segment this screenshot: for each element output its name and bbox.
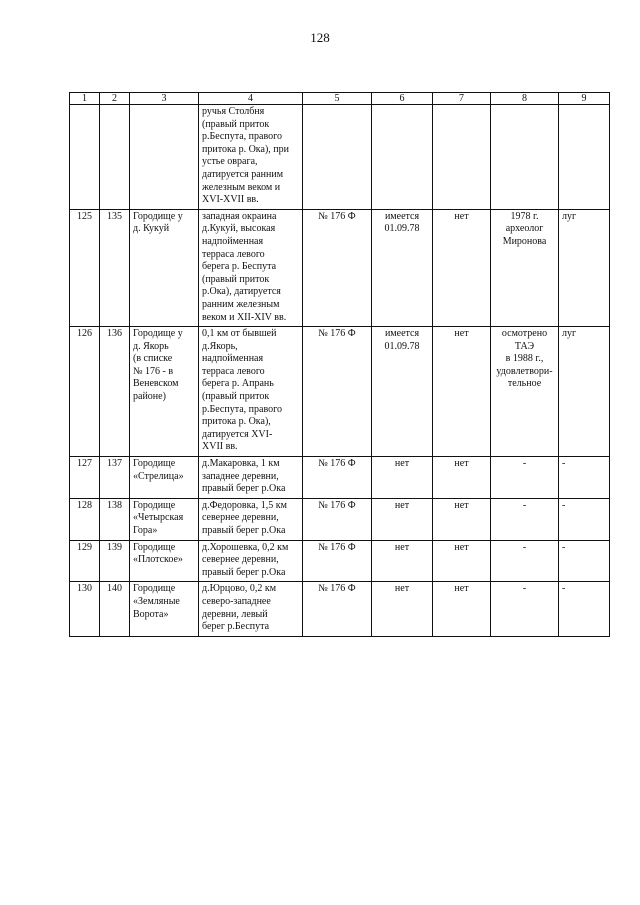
location-cell-text: д.Федоровка, 1,5 км севернее деревни, правый берег р.Ока bbox=[202, 499, 287, 536]
list-number-cell-text: 136 bbox=[107, 328, 122, 340]
protection-cell-text: нет bbox=[454, 583, 469, 595]
row-number-cell-text: 129 bbox=[77, 541, 92, 553]
table-header-row bbox=[70, 93, 610, 105]
preservation-cell-text: нет bbox=[394, 458, 410, 470]
monument-name-cell bbox=[130, 540, 199, 582]
preservation-cell-text: имеется 01.09.78 bbox=[384, 210, 420, 235]
protection-cell-text: нет bbox=[454, 210, 469, 222]
location-cell-text: д.Юрцово, 0,2 км северо-западнее деревни, левый берег р.Беспута bbox=[202, 583, 277, 633]
preservation-cell bbox=[372, 327, 433, 457]
list-number-cell bbox=[100, 105, 130, 210]
location-cell-text: д.Хорошевка, 0,2 км севернее деревни, правый берег р.Ока bbox=[202, 541, 289, 578]
location-cell bbox=[199, 209, 303, 326]
land-use-cell-text: - bbox=[562, 458, 566, 470]
monument-name-cell-text: Городище у д. Якорь (в списке № 176 - в Веневском районе) bbox=[133, 328, 183, 403]
list-number-cell-text: 135 bbox=[107, 210, 122, 222]
column-header: 1 bbox=[70, 93, 100, 105]
location-cell-text: 0,1 км от бывшей д.Якорь, надпойменная терраса левого берега р. Апрань (правый приток р.Беспута, правого притока р. Ока), датируется XVI- XVII вв. bbox=[202, 328, 282, 453]
document-cell bbox=[303, 327, 372, 457]
land-use-cell bbox=[559, 498, 610, 540]
document-cell bbox=[303, 457, 372, 499]
row-number-cell-text: 125 bbox=[77, 210, 92, 222]
document-cell bbox=[303, 582, 372, 636]
row-number-cell bbox=[70, 457, 100, 499]
column-header: 5 bbox=[303, 93, 372, 105]
land-use-cell bbox=[559, 105, 610, 210]
examination-cell bbox=[491, 105, 559, 210]
protection-cell bbox=[433, 209, 491, 326]
examination-cell bbox=[491, 498, 559, 540]
column-header: 6 bbox=[372, 93, 433, 105]
document-cell-text: № 176 Ф bbox=[318, 210, 356, 222]
location-cell-text: западная окраина д.Кукуй, высокая надпойменная терраса левого берега р. Беспута (правый приток р.Ока), датируется ранним железным веком и XII-XIV вв. bbox=[202, 210, 287, 323]
examination-cell bbox=[491, 209, 559, 326]
preservation-cell bbox=[372, 498, 433, 540]
examination-cell bbox=[491, 540, 559, 582]
protection-cell bbox=[433, 498, 491, 540]
monument-name-cell-text: Городище «Четырская Гора» bbox=[133, 499, 184, 536]
examination-cell-text: - bbox=[522, 499, 527, 511]
land-use-cell bbox=[559, 582, 610, 636]
document-cell-text: № 176 Ф bbox=[318, 328, 356, 340]
protection-cell-text: нет bbox=[454, 458, 469, 470]
list-number-cell bbox=[100, 327, 130, 457]
row-number-cell-text: 126 bbox=[77, 328, 92, 340]
monument-name-cell bbox=[130, 498, 199, 540]
column-header: 3 bbox=[130, 93, 199, 105]
land-use-cell-text: луг bbox=[562, 328, 577, 340]
column-header: 4 bbox=[199, 93, 303, 105]
list-number-cell bbox=[100, 582, 130, 636]
location-cell-text: д.Макаровка, 1 км западнее деревни, правый берег р.Ока bbox=[202, 458, 286, 495]
monument-name-cell-text: Городище «Плотское» bbox=[133, 541, 183, 566]
location-cell bbox=[199, 498, 303, 540]
protection-cell-text: нет bbox=[454, 499, 469, 511]
table-row bbox=[70, 540, 610, 582]
examination-cell bbox=[491, 457, 559, 499]
row-number-cell-text: 127 bbox=[77, 458, 92, 470]
protection-cell bbox=[433, 540, 491, 582]
location-cell bbox=[199, 105, 303, 210]
land-use-cell bbox=[559, 540, 610, 582]
protection-cell bbox=[433, 105, 491, 210]
location-cell-text: ручья Столбня (правый приток р.Беспута, правого притока р. Ока), при устье оврага, датируется ранним железным веком и XVI-XVII вв. bbox=[202, 106, 289, 206]
row-number-cell bbox=[70, 582, 100, 636]
land-use-cell-text: - bbox=[562, 583, 566, 595]
monument-name-cell bbox=[130, 457, 199, 499]
protection-cell bbox=[433, 582, 491, 636]
table-row bbox=[70, 209, 610, 326]
document-cell bbox=[303, 498, 372, 540]
examination-cell-text: - bbox=[522, 458, 527, 470]
land-use-cell-text: - bbox=[562, 499, 566, 511]
column-header: 2 bbox=[100, 93, 130, 105]
preservation-cell bbox=[372, 209, 433, 326]
column-header: 7 bbox=[433, 93, 491, 105]
table-row bbox=[70, 457, 610, 499]
monuments-table bbox=[69, 92, 610, 637]
row-number-cell bbox=[70, 209, 100, 326]
monument-name-cell bbox=[130, 327, 199, 457]
land-use-cell-text: - bbox=[562, 541, 566, 553]
document-cell-text: № 176 Ф bbox=[318, 541, 356, 553]
table-body bbox=[70, 105, 610, 637]
row-number-cell bbox=[70, 105, 100, 210]
table-row bbox=[70, 498, 610, 540]
table-row bbox=[70, 105, 610, 210]
examination-cell bbox=[491, 582, 559, 636]
document-cell bbox=[303, 540, 372, 582]
land-use-cell bbox=[559, 327, 610, 457]
monument-name-cell-text: Городище «Стрелица» bbox=[133, 458, 184, 482]
preservation-cell bbox=[372, 582, 433, 636]
examination-cell-text: - bbox=[522, 583, 527, 595]
list-number-cell bbox=[100, 209, 130, 326]
list-number-cell bbox=[100, 540, 130, 582]
list-number-cell-text: 137 bbox=[107, 458, 122, 470]
examination-cell bbox=[491, 327, 559, 457]
examination-cell-text: - bbox=[522, 541, 527, 553]
list-number-cell bbox=[100, 457, 130, 499]
table-row bbox=[70, 582, 610, 636]
row-number-cell bbox=[70, 540, 100, 582]
protection-cell-text: нет bbox=[454, 541, 469, 553]
preservation-cell-text: нет bbox=[394, 541, 410, 553]
preservation-cell bbox=[372, 540, 433, 582]
list-number-cell-text: 140 bbox=[107, 583, 122, 595]
protection-cell-text: нет bbox=[454, 328, 469, 340]
document-cell-text: № 176 Ф bbox=[318, 583, 356, 595]
location-cell bbox=[199, 540, 303, 582]
row-number-cell-text: 130 bbox=[77, 583, 92, 595]
document-cell-text: № 176 Ф bbox=[318, 499, 356, 511]
document-cell-text: № 176 Ф bbox=[318, 458, 356, 470]
preservation-cell-text: нет bbox=[394, 583, 410, 595]
protection-cell bbox=[433, 327, 491, 457]
monument-name-cell-text: Городище у д. Кукуй bbox=[133, 210, 183, 235]
preservation-cell bbox=[372, 457, 433, 499]
protection-cell bbox=[433, 457, 491, 499]
page-number: 128 bbox=[310, 30, 330, 45]
document-cell bbox=[303, 105, 372, 210]
land-use-cell bbox=[559, 457, 610, 499]
list-number-cell bbox=[100, 498, 130, 540]
monument-name-cell bbox=[130, 582, 199, 636]
preservation-cell-text: имеется 01.09.78 bbox=[384, 328, 420, 352]
land-use-cell-text: луг bbox=[562, 210, 577, 222]
location-cell bbox=[199, 457, 303, 499]
list-number-cell-text: 139 bbox=[107, 541, 122, 553]
examination-cell-text: осмотрено ТАЭ в 1988 г., удовлетвори- тельное bbox=[496, 328, 553, 390]
monument-name-cell bbox=[130, 209, 199, 326]
column-header: 9 bbox=[559, 93, 610, 105]
column-header: 8 bbox=[491, 93, 559, 105]
table-row bbox=[70, 327, 610, 457]
land-use-cell bbox=[559, 209, 610, 326]
monument-name-cell-text: Городище «Земляные Ворота» bbox=[133, 583, 180, 620]
preservation-cell-text: нет bbox=[394, 499, 410, 511]
row-number-cell bbox=[70, 498, 100, 540]
list-number-cell-text: 138 bbox=[107, 499, 122, 511]
row-number-cell bbox=[70, 327, 100, 457]
preservation-cell bbox=[372, 105, 433, 210]
row-number-cell-text: 128 bbox=[77, 499, 92, 511]
examination-cell-text: 1978 г. археолог Миронова bbox=[502, 210, 547, 247]
location-cell bbox=[199, 327, 303, 457]
document-cell bbox=[303, 209, 372, 326]
monument-name-cell bbox=[130, 105, 199, 210]
location-cell bbox=[199, 582, 303, 636]
